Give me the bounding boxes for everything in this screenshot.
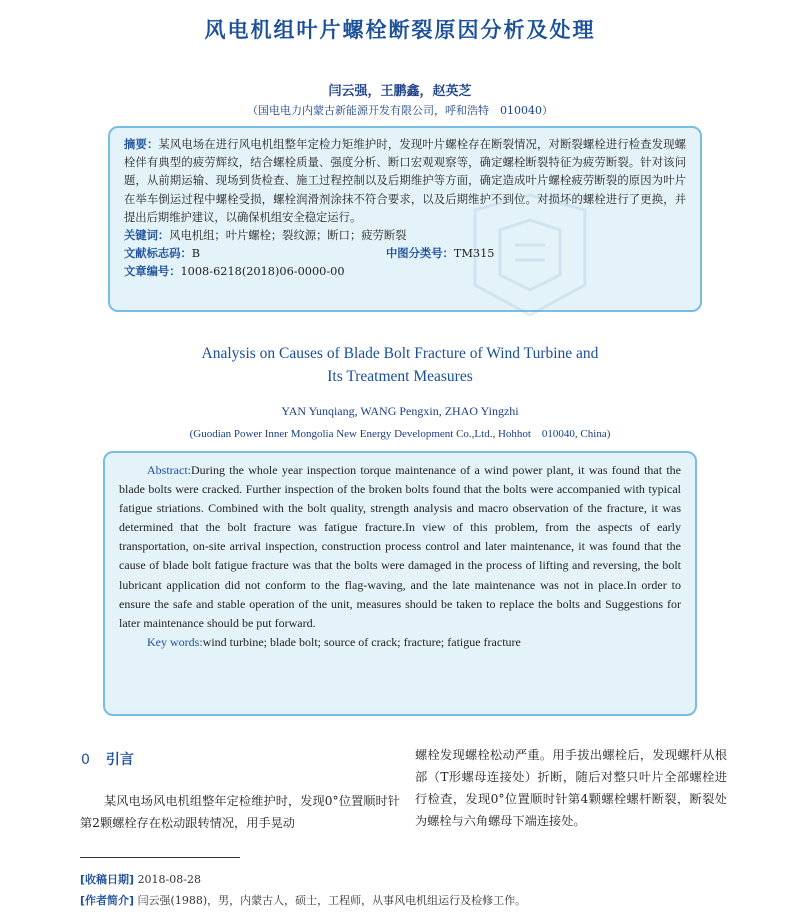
footnote-rule (80, 857, 240, 858)
clc-label: 中图分类号： (386, 247, 454, 261)
footnote-received (80, 871, 201, 887)
en-keywords: wind turbine; blade bolt; source of crack; fracture; fatigue fracture (202, 634, 521, 649)
section-number: 0 (81, 752, 90, 768)
en-title-line-1: Analysis on Causes of Blade Bolt Fracture of Wind Turbine and (201, 345, 599, 362)
en-title (0, 342, 800, 388)
cn-abstract-label: 摘要： (124, 138, 159, 151)
cn-abstract-box (108, 126, 702, 312)
article-no-label: 文章编号： (124, 265, 181, 279)
cn-abstract-text: 某风电场在进行风电机组整年定检力矩维护时，发现叶片螺栓存在断裂情况，对断裂螺栓进行检查发现螺栓伴有典型的疲劳辉纹，结合螺栓质量、强度分析、断口宏观观察等，确定螺栓断裂特征为疲劳断裂。针对该问题，从前期运输、现场到货检查、施工过程控制以及后期维护等方面，确定造成叶片螺栓疲劳断裂的原因为叶片在举车倒运过程中螺栓受损，螺栓润滑剂涂抹不符合要求，以及后期维护不到位。对损坏的螺栓进行了更换，并提出后期维护建议，以确保机组安全稳定运行。 (124, 138, 686, 224)
cn-title: 风电机组叶片螺栓断裂原因分析及处理 (204, 17, 596, 42)
article-no: 1008-6218(2018)06-0000-00 (180, 265, 345, 279)
footnote-author (80, 892, 526, 908)
en-title-line-2: Its Treatment Measures (327, 368, 473, 385)
cn-affiliation: （国电电力内蒙古新能源开发有限公司，呼和浩特 010040） (247, 104, 553, 117)
section-title: 引言 (105, 752, 134, 768)
author-info-label: [作者简介] (80, 894, 135, 907)
en-abstract (119, 461, 681, 633)
cn-keywords: 风电机组；叶片螺栓；裂纹源；断口；疲劳断裂 (169, 229, 407, 243)
received-label: [收稿日期] (80, 873, 135, 886)
clc-code: TM315 (453, 247, 495, 261)
en-abstract-box (103, 451, 697, 716)
cn-keywords-label: 关键词： (124, 229, 170, 243)
section-heading (81, 749, 134, 769)
doc-code: B (191, 247, 201, 261)
en-authors: YAN Yunqiang, WANG Pengxin, ZHAO Yingzhi (281, 404, 519, 418)
journal-watermark (455, 190, 605, 320)
en-keywords-line (119, 633, 681, 652)
doc-code-label: 文献标志码： (124, 247, 192, 261)
cn-authors: 闫云强，王鹏鑫，赵英芝 (328, 84, 472, 99)
en-abstract-label: Abstract: (147, 463, 191, 477)
body-right-column: 螺栓发现螺栓松动严重。用手拔出螺栓后，发现螺杆从根部（T形螺母连接处）折断，随后对整只叶片全部螺栓进行检查，发现0°位置顺时针第4颗螺栓螺杆断裂，断裂处为螺栓与六角螺母下端连接处。 (415, 748, 727, 828)
received-date: 2018-08-28 (137, 873, 201, 886)
body-left-column: 某风电场风电机组整年定检维护时，发现0°位置顺时针第2颗螺栓存在松动跟转情况，用手晃动 (80, 794, 400, 830)
en-abstract-text: During the whole year inspection torque maintenance of a wind power plant, it was found that the blade bolts were cracked. Further inspection of the broken bolts found that the bolts were accompanied with typical fatigue striations. Combined with the bolt quality, strength analysis and macro observation of the fracture, it was determined that the bolt fracture was fatigue fracture.In view of this problem, from the aspects of early transportation, on-site arrival inspection, construction process control and later maintenance, it was found that the cause of blade bolt fatigue fracture was that the bolts were damaged in the process of lifting and reversing, the bolt lubricant application did not conform to the flag-waving, and the late maintenance was not in place.In order to ensure the safe and stable operation of the unit, measures should be taken to replace the bolts and Suggestions for later maintenance should be put forward. (119, 463, 681, 630)
author-info: 闫云强(1988)，男，内蒙古人，硕士，工程师，从事风电机组运行及检修工作。 (137, 894, 527, 907)
en-keywords-label: Key words: (147, 634, 203, 649)
en-affiliation: (Guodian Power Inner Mongolia New Energy Development Co.,Ltd., Hohhot 010040, China) (189, 428, 611, 440)
